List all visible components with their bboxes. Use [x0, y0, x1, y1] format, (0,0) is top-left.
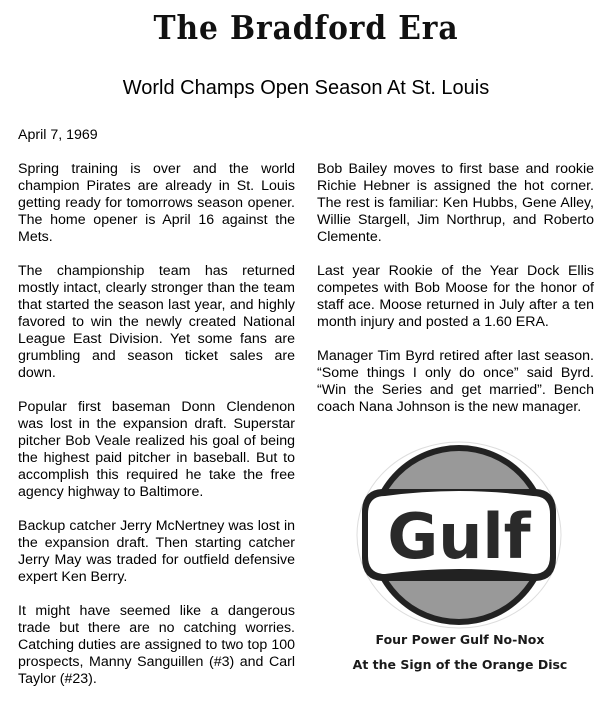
article-paragraph: Spring training is over and the world champion Pirates are already in St. Louis getting ready for tomorrows season opener. The home opener is April 16 against the Mets.: [18, 161, 295, 245]
newspaper-masthead: The Bradford Era: [153, 8, 459, 47]
ad-tagline-2: At the Sign of the Orange Disc: [352, 657, 568, 672]
gulf-logo: [352, 440, 566, 630]
article-column-right: [317, 161, 594, 433]
article-paragraph: Manager Tim Byrd retired after last season. “Some things I only do once” said Byrd. “Win the Series and get married”. Bench coach Nana Johnson is the new manager.: [317, 348, 594, 415]
article-paragraph: Popular first baseman Donn Clendenon was lost in the expansion draft. Superstar pitcher Bob Veale realized his goal of being the highest paid pitcher in baseball. But to accomplish this required he take the free agency highway to Baltimore.: [18, 399, 295, 500]
article-paragraph: It might have seemed like a dangerous trade but there are no catching worries. Catching duties are assigned to two top 100 prospects, Manny Sanguillen (#3) and Carl Taylor (#23).: [18, 603, 295, 687]
article-paragraph: Backup catcher Jerry McNertney was lost in the expansion draft. Then starting catcher Jerry May was traded for outfield defensive expert Ken Berry.: [18, 518, 295, 585]
article-paragraph: Last year Rookie of the Year Dock Ellis competes with Bob Moose for the honor of staff ace. Moose returned in July after a ten month injury and posted a 1.60 ERA.: [317, 263, 594, 330]
article-date: April 7, 1969: [18, 127, 98, 143]
article-headline: World Champs Open Season At St. Louis: [122, 77, 490, 99]
article-paragraph: The championship team has returned mostly intact, clearly stronger than the team that started the season last year, and highly favored to win the newly created National League East Division. Yet some fans are grumbling and season ticket sales are down.: [18, 263, 295, 381]
article-paragraph: Bob Bailey moves to first base and rookie Richie Hebner is assigned the hot corner. The rest is familiar: Ken Hubbs, Gene Alley, Willie Stargell, Jim Northrup, and Roberto Clemente.: [317, 161, 594, 245]
ad-tagline-1: Four Power Gulf No-Nox: [375, 632, 545, 647]
article-column-left: [18, 127, 295, 705]
logo-wordmark: Gulf: [387, 500, 531, 573]
